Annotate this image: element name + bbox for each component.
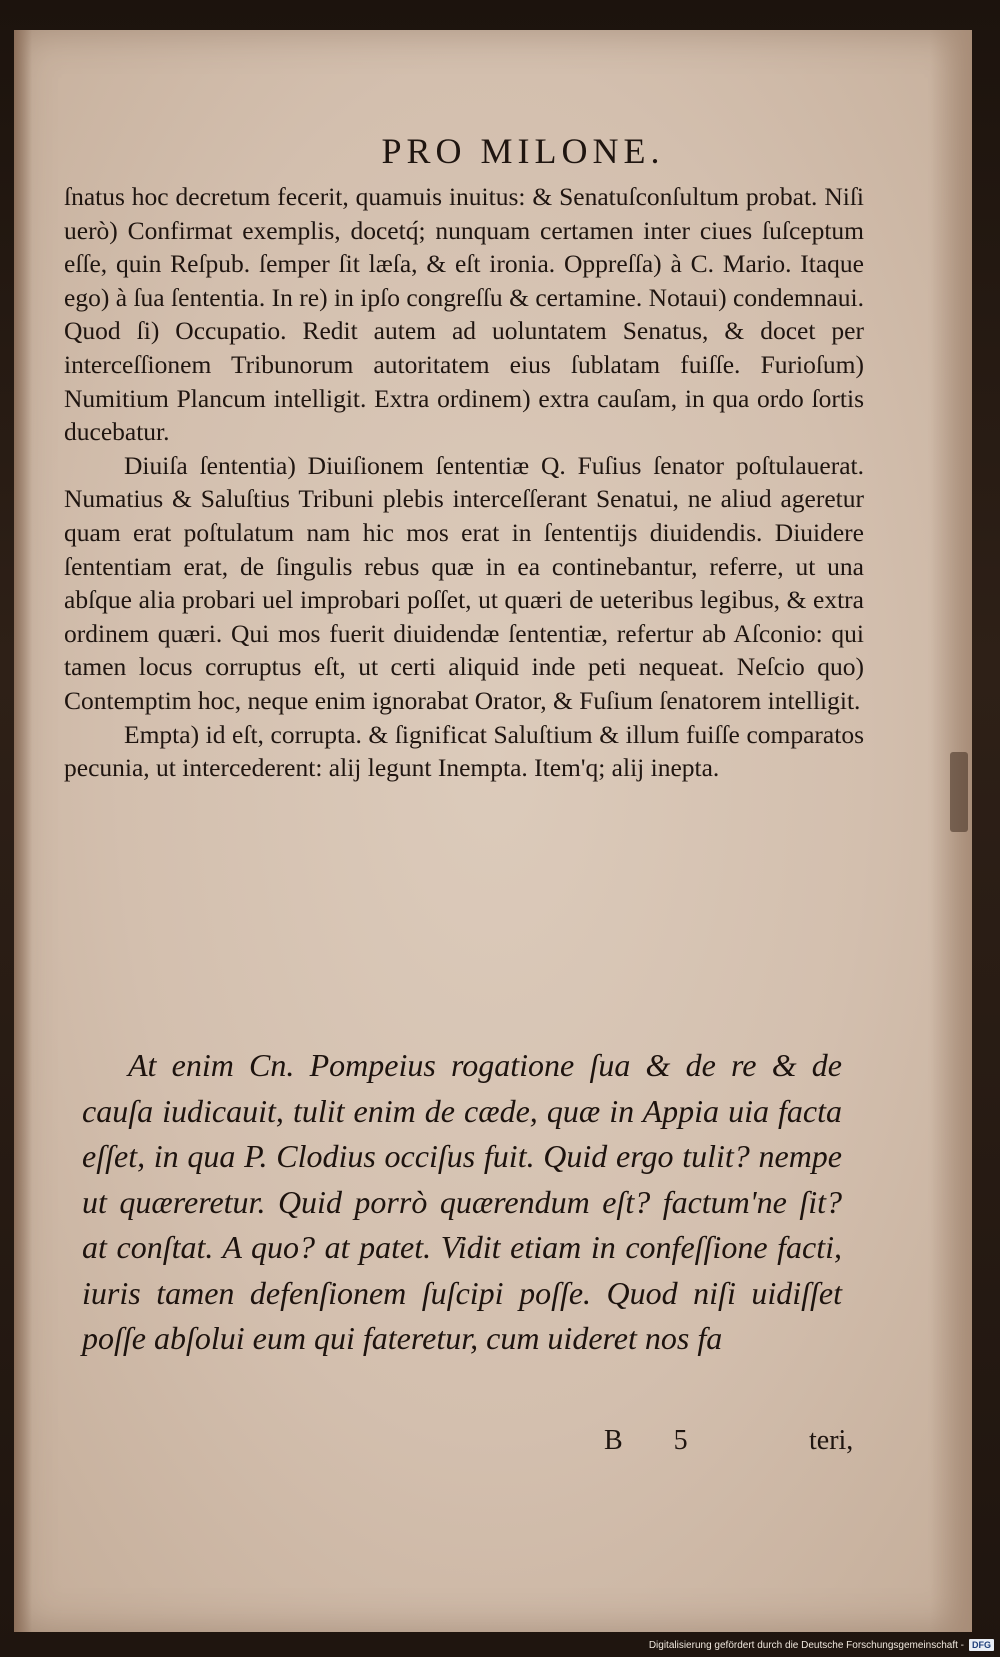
book-page (14, 30, 972, 1632)
commentary-paragraph-2: Diuiſa ſententia) Diuiſionem ſententiæ Q. Fuſius ſenator poſtulauerat. Numatius & Saluſtius Tribuni plebis interceſſerant Senatui, ne aliud ageretur quam erat poſtulatum nam hic mos erat in ſententijs diuidendis. Diuidere ſententiam erat, de ſingulis rebus quæ in ea continebantur, referre, ut una abſque alia probari uel improbari poſſet, ut quæri de ueteribus legibus, & extra ordinem quæri. Qui mos fuerit diuidendæ ſententiæ, refertur ab Aſconio: qui tamen locus corruptus eſt, ut certi aliquid inde peti nequeat. Neſcio quo) Contemptim hoc, neque enim ignorabat Orator, & Fuſium ſenatorem intelligit. (64, 450, 864, 715)
dfg-logo-icon: DFG (969, 1639, 994, 1651)
commentary-paragraph-3: Empta) id eſt, corrupta. & ſignificat Saluſtium & illum fuiſſe comparatos pecunia, ut intercederent: alij legunt Inempta. Item'q; alij inepta. (64, 719, 864, 783)
main-text-paragraph: At enim Cn. Pompeius rogatione ſua & de re & de cauſa iudicauit, tulit enim de cæde, quæ in Appia uia facta eſſet, in qua P. Clodius occiſus fuit. Quid ergo tulit? nempe ut quæreretur. Quid porrò quærendum eſt? factum'ne ſit? at conſtat. A quo? at patet. Vidit etiam in confeſſione facti, iuris tamen defenſionem ſuſcipi poſſe. Quod niſi uidiſſet poſſe abſolui eum qui fateretur, cum uideret nos fa (82, 1047, 842, 1356)
commentary-paragraph-1: ſnatus hoc decretum fecerit, quamuis inuitus: & Senatuſconſultum probat. Niſi uerò) Confirmat exemplis, docetq́; nunquam certamen inter ciues ſuſceptum eſſe, quin Reſpub. ſemper ſit læſa, & eſt ironia. Oppreſſa) à C. Mario. Itaque ego) à ſua ſententia. In re) in ipſo congreſſu & certamine. Notaui) condemnaui. Quod ſi) Occupatio. Redit autem ad uoluntatem Senatus, & docet per interceſſionem Tribunorum autoritatem eius ſublatam fuiſſe. Furioſum) Numitium Plancum intelligit. Extra ordinem) extra cauſam, in qua ordo ſortis ducebatur. (64, 182, 864, 447)
credit-text: Digitalisierung gefördert durch die Deutsche Forschungsgemeinschaft - (648, 1639, 964, 1651)
commentary-block (64, 180, 864, 785)
signature-mark: B 5 (604, 1425, 710, 1456)
catchword: teri, (809, 1425, 854, 1456)
page-tab-mark (950, 752, 968, 832)
page-edge-left (14, 30, 32, 1632)
main-text-block (82, 1043, 842, 1362)
digitization-credit (649, 1639, 994, 1651)
running-head: PRO MILONE. (381, 131, 665, 171)
